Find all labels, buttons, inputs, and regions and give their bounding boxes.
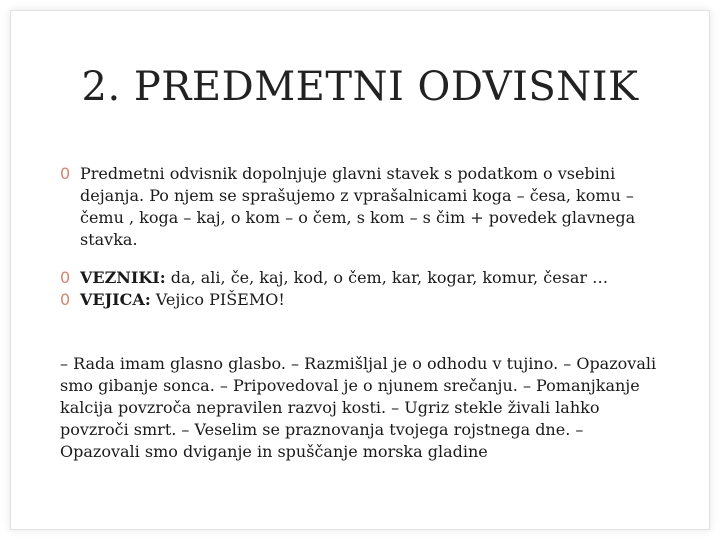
bullet-vezniki — [60, 267, 670, 289]
bullet-vejica — [60, 289, 670, 311]
bullet-list — [60, 163, 670, 311]
bullet-vejica-label: VEJICA: — [80, 290, 151, 309]
bullet-vezniki-text: da, ali, če, kaj, kod, o čem, kar, kogar, komur, česar … — [165, 268, 609, 287]
bullet-vezniki-label: VEZNIKI: — [80, 268, 166, 287]
bullet-vejica-text: Vejico PIŠEMO! — [150, 290, 285, 309]
bullet-definition-text: Predmetni odvisnik dopolnjuje glavni stavek s podatkom o vsebini dejanja. Po njem se sprašujemo z vprašalnicami koga – česa, komu – čemu , koga – kaj, o kom – o čem, s kom – s čim + povedek glavnega stavka. — [80, 164, 636, 249]
examples-paragraph: – Rada imam glasno glasbo. – Razmišljal je o odhodu v tujino. – Opazovali smo gibanje sonca. – Pripovedoval je o njunem srečanju. – Pomanjkanje kalcija povzroča nepravilen razvoj kosti. – Ugriz stekle živali lahko povzroči smrt. – Veselim se praznovanja tvojega rojstnega dne. – Opazovali smo dviganje in spuščanje morska gladine — [60, 354, 657, 461]
bullet-definition — [60, 163, 670, 251]
bullet-marker: 0 — [60, 164, 71, 183]
slide-title: 2. PREDMETNI ODVISNIK — [81, 64, 639, 110]
bullet-marker: 0 — [60, 290, 71, 309]
bullet-marker: 0 — [60, 268, 71, 287]
bullet-spacer — [60, 251, 670, 267]
